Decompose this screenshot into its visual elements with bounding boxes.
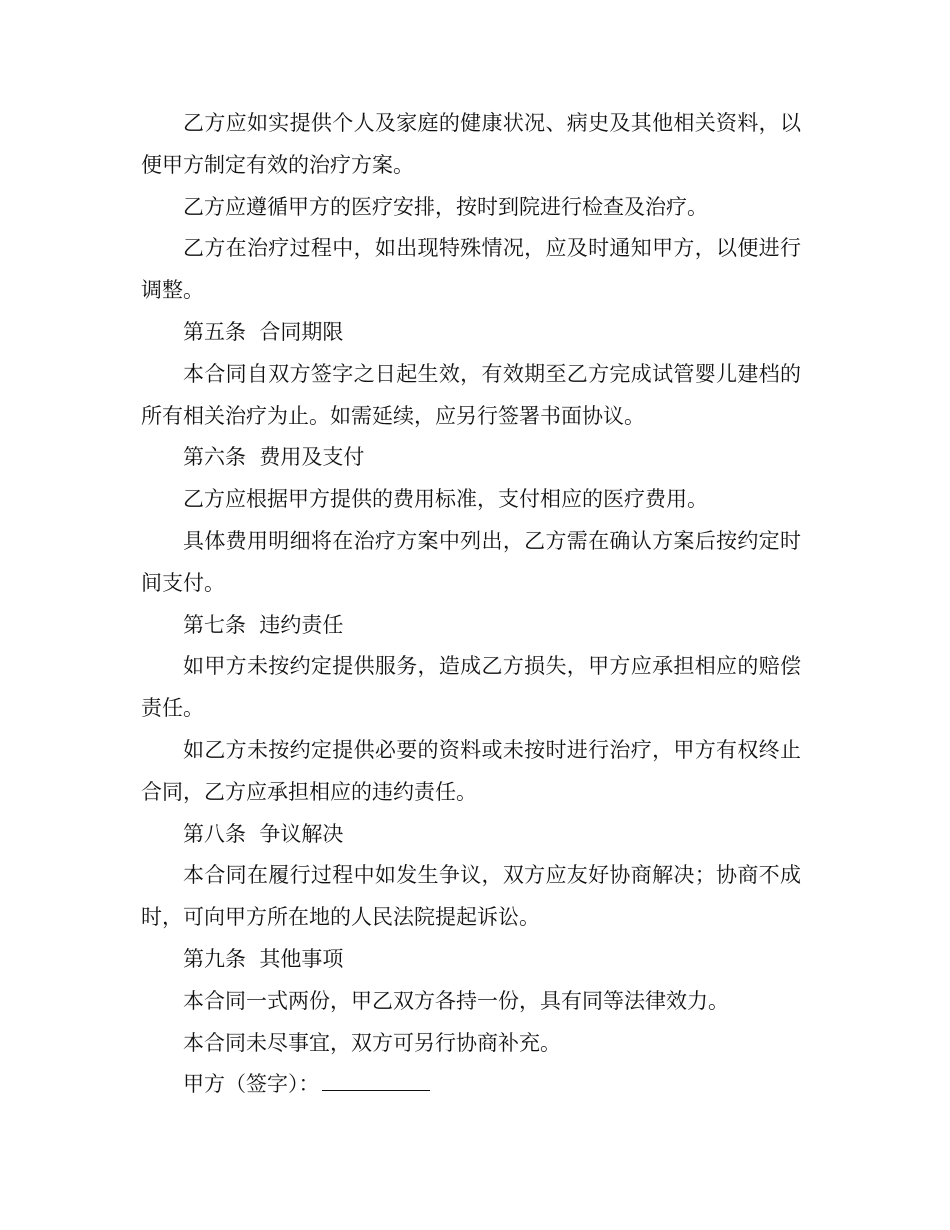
signature-line [141,1064,801,1106]
paragraph: 本合同自双方签字之日起生效，有效期至乙方完成试管婴儿建档的所有相关治疗为止。如需延续，应另行签署书面协议。 [141,361,801,428]
paragraph: 乙方在治疗过程中，如出现特殊情况，应及时通知甲方，以便进行调整。 [141,236,801,303]
article-heading: 第七条 违约责任 [183,612,344,637]
paragraph: 如乙方未按约定提供必要的资料或未按时进行治疗，甲方有权终止合同，乙方应承担相应的违约责任。 [141,737,801,804]
signature-label: 甲方（签字）： [183,1072,320,1097]
paragraph: 乙方应如实提供个人及家庭的健康状况、病史及其他相关资料，以便甲方制定有效的治疗方案。 [141,111,801,177]
paragraph: 具体费用明细将在治疗方案中列出，乙方需在确认方案后按约定时间支付。 [141,528,801,595]
article-heading: 第六条 费用及支付 [183,445,365,470]
article-heading: 第九条 其他事项 [183,946,344,971]
paragraph: 本合同一式两份，甲乙双方各持一份，具有同等法律效力。 [183,988,729,1013]
article-heading: 第五条 合同期限 [183,319,344,344]
paragraph: 乙方应根据甲方提供的费用标准，支付相应的医疗费用。 [183,487,708,512]
document-body [141,103,801,1106]
paragraph: 本合同在履行过程中如发生争议，双方应友好协商解决；协商不成时，可向甲方所在地的人民法院提起诉讼。 [141,863,801,930]
article-heading: 第八条 争议解决 [183,821,344,846]
paragraph: 乙方应遵循甲方的医疗安排，按时到院进行检查及治疗。 [183,194,708,219]
paragraph: 本合同未尽事宜，双方可另行协商补充。 [183,1030,561,1055]
signature-blank[interactable] [322,1066,430,1091]
paragraph: 如甲方未按约定提供服务，造成乙方损失，甲方应承担相应的赔偿责任。 [141,654,801,721]
